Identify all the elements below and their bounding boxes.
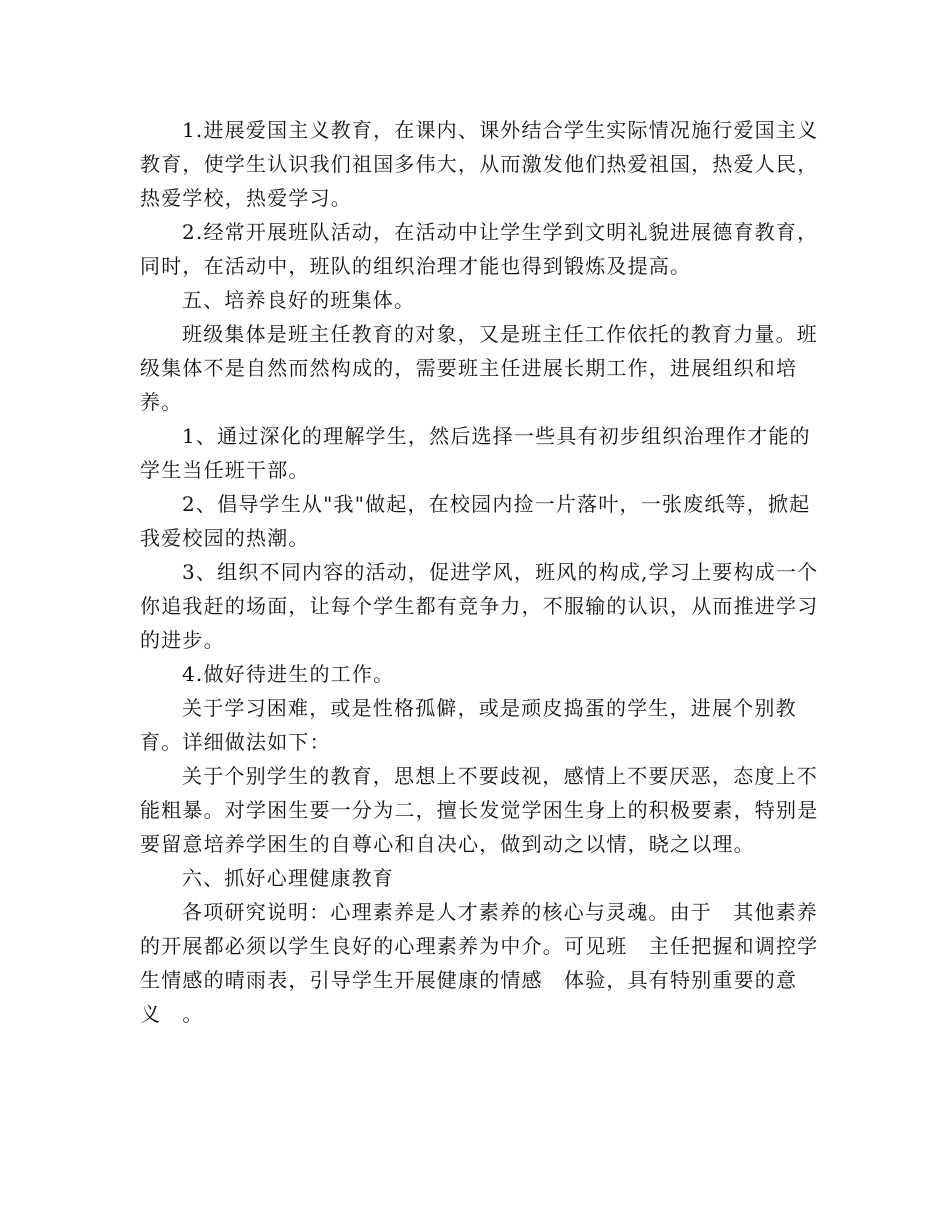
paragraph-patriotic-education: 1.进展爱国主义教育，在课内、课外结合学生实际情况施行爱国主义教育，使学生认识我们祖国多伟大，从而激发他们热爱祖国，热爱人民，热爱学校，热爱学习。 [140,118,819,210]
paragraph-love-campus: 2、倡导学生从"我"做起，在校园内捡一片落叶，一张废纸等，掀起我爱校园的热潮。 [140,492,811,550]
paragraph-activities-competition: 3、组织不同内容的活动，促进学风，班风的构成,学习上要构成一个你追我赶的场面，让每个学生都有竞争力，不服输的认识，从而推进学习的进步。 [140,560,819,652]
paragraph-class-collective: 班级集体是班主任教育的对象，又是班主任工作依托的教育力量。班级集体不是自然而然构成的，需要班主任进展长期工作，进展组织和培养。 [140,322,818,414]
section-heading-mental-health: 六、抓好心理健康教育 [182,866,394,890]
paragraph-individual-approach: 关于个别学生的教育，思想上不要歧视，感情上不要厌恶，态度上不能粗暴。对学困生要一分为二，擅长发觉学困生身上的积极要素，特别是要留意培养学困生的自尊心和自决心，做到动之以情，晓之以理。 [140,764,819,856]
section-heading-class-collective: 五、培养良好的班集体。 [182,288,416,312]
document-body [140,113,830,1031]
subheading-struggling-students: 4.做好待进生的工作。 [182,662,395,686]
paragraph-individual-education: 关于学习困难，或是性格孤僻，或是顽皮捣蛋的学生，进展个别教育。详细做法如下： [140,696,797,754]
paragraph-mental-health: 各项研究说明：心理素养是人才素养的核心与灵魂。由于 其他素养的开展都必须以学生良好的心理素养为中介。可见班 主任把握和调控学生情感的晴雨表，引导学生开展健康的情感 体验，具有特别重要的意义 。 [140,900,819,1026]
paragraph-class-activities: 2.经常开展班队活动，在活动中让学生学到文明礼貌进展德育教育，同时，在活动中，班队的组织治理才能也得到锻炼及提高。 [140,220,819,278]
paragraph-class-cadres: 1、通过深化的理解学生，然后选择一些具有初步组织治理作才能的学生当任班干部。 [140,424,811,482]
